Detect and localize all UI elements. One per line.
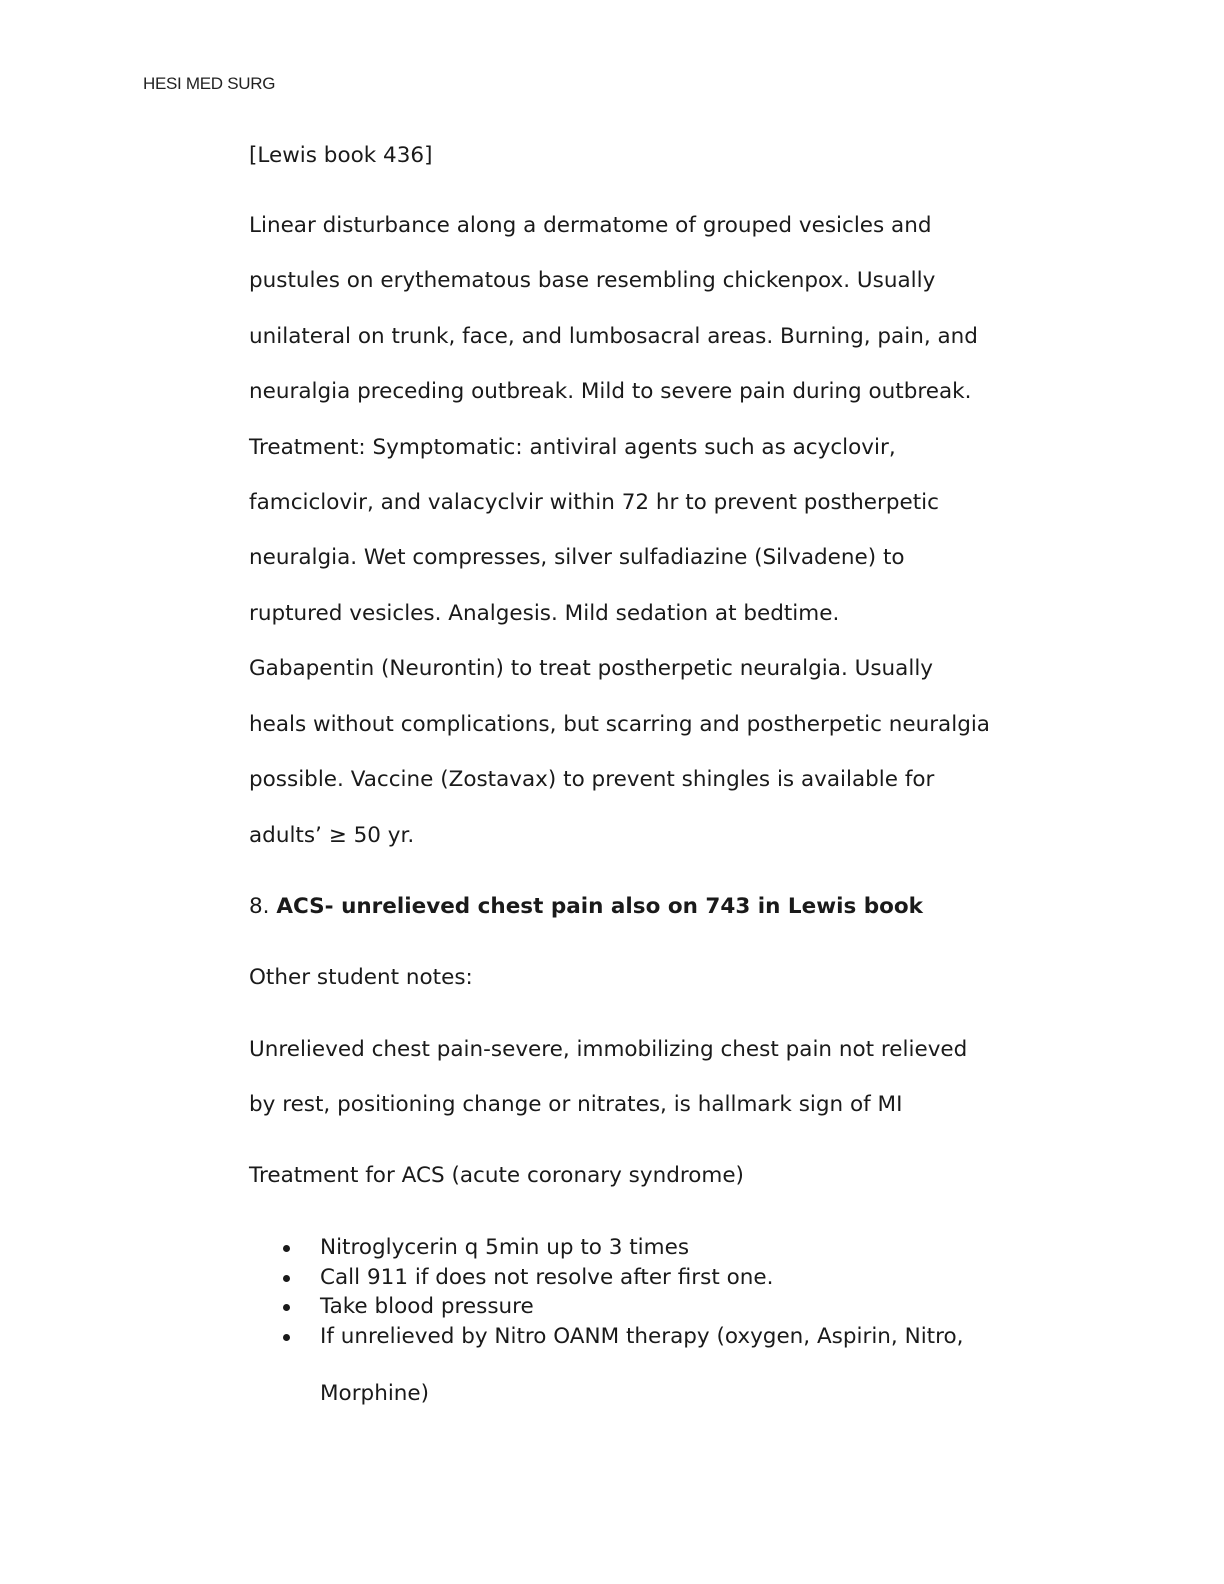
paragraph-line: ruptured vesicles. Analgesis. Mild sedation at bedtime. — [249, 601, 840, 626]
paragraph-line: neuralgia. Wet compresses, silver sulfadiazine (Silvadene) to — [249, 545, 905, 570]
description-line: by rest, positioning change or nitrates, is hallmark sign of MI — [249, 1092, 903, 1117]
paragraph-line: adults’ ≥ 50 yr. — [249, 823, 415, 848]
section-heading — [249, 894, 923, 919]
page-header: HESI MED SURG — [143, 74, 276, 93]
bullet-icon — [283, 1304, 290, 1311]
bullet-icon — [283, 1334, 290, 1341]
reference-line: [Lewis book 436] — [249, 143, 433, 168]
paragraph-line: Treatment: Symptomatic: antiviral agents such as acyclovir, — [249, 435, 896, 460]
paragraph-line: pustules on erythematous base resembling chickenpox. Usually — [249, 268, 936, 293]
paragraph-line: neuralgia preceding outbreak. Mild to severe pain during outbreak. — [249, 379, 972, 404]
bullet-icon — [283, 1275, 290, 1282]
paragraph-line: heals without complications, but scarring and postherpetic neuralgia — [249, 712, 990, 737]
paragraph-line: Gabapentin (Neurontin) to treat postherpetic neuralgia. Usually — [249, 656, 934, 681]
list-item-text: Take blood pressure — [320, 1294, 534, 1319]
list-item-text: If unrelieved by Nitro OANM therapy (oxygen, Aspirin, Nitro, — [320, 1324, 964, 1349]
section-heading-text: ACS- unrelieved chest pain also on 743 in Lewis book — [276, 894, 923, 919]
list-item-text: Nitroglycerin q 5min up to 3 times — [320, 1235, 690, 1260]
section-number: 8. — [249, 894, 270, 919]
paragraph-line: Linear disturbance along a dermatome of grouped vesicles and — [249, 213, 932, 238]
treatment-title: Treatment for ACS (acute coronary syndrome) — [249, 1163, 744, 1188]
bullet-icon — [283, 1245, 290, 1252]
other-notes-label: Other student notes: — [249, 965, 473, 990]
paragraph-line: unilateral on trunk, face, and lumbosacral areas. Burning, pain, and — [249, 324, 978, 349]
paragraph-line: possible. Vaccine (Zostavax) to prevent shingles is available for — [249, 767, 935, 792]
description-line: Unrelieved chest pain-severe, immobilizing chest pain not relieved — [249, 1037, 968, 1062]
list-item-text: Call 911 if does not resolve after first one. — [320, 1265, 774, 1290]
list-item-text: Morphine) — [320, 1381, 430, 1406]
paragraph-line: famciclovir, and valacyclvir within 72 hr to prevent postherpetic — [249, 490, 939, 515]
